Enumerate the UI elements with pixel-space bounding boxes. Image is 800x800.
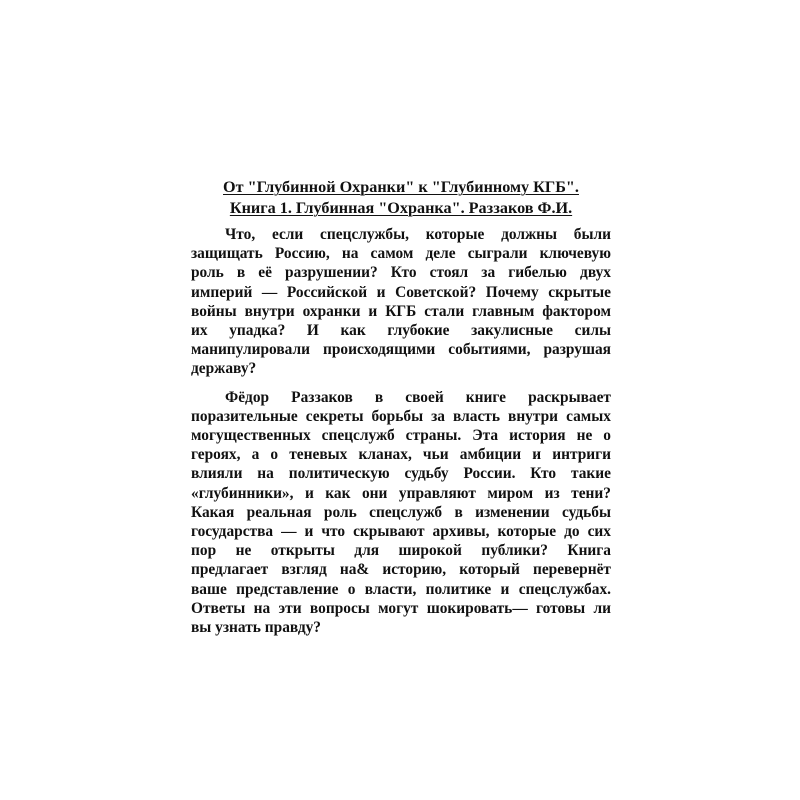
text-line: их упадка? И как глубокие закулисные силы bbox=[191, 322, 611, 340]
text-line: Фёдор Раззаков в своей книге раскрывает bbox=[225, 388, 611, 406]
text-line: роль в её разрушении? Кто стоял за гибелью двух bbox=[191, 264, 611, 282]
text-line: манипулировали происходящими событиями, разрушая bbox=[191, 341, 611, 359]
text-line: «глубинники», и как они управляют миром из тени? bbox=[191, 484, 611, 502]
title-line: От "Глубинной Охранки" к "Глубинному КГБ". bbox=[223, 178, 579, 196]
text-line: Что, если спецслужбы, которые должны были bbox=[225, 226, 611, 243]
text-line: Какая реальная роль спецслужб в изменении судьбы bbox=[191, 503, 611, 521]
text-line: влияли на политическую судьбу России. Кто такие bbox=[191, 465, 611, 483]
document-title bbox=[191, 177, 611, 219]
text-line: предлагает взгляд на& историю, который перевернёт bbox=[191, 561, 611, 579]
text-line: поразительные секреты борьбы за власть внутри самых bbox=[191, 407, 611, 425]
book-description bbox=[191, 177, 611, 646]
text-line: империй — Российской и Советской? Почему скрытые bbox=[191, 283, 611, 301]
text-line: государства — и что скрывают архивы, которые до сих bbox=[191, 523, 611, 541]
text-line: Ответы на эти вопросы могут шокировать— готовы ли bbox=[191, 599, 611, 617]
text-line: защищать Россию, на самом деле сыграли ключевую bbox=[191, 245, 611, 263]
text-line: державу? bbox=[191, 360, 257, 378]
text-line: героях, а о теневых кланах, чьи амбиции и интриги bbox=[191, 446, 611, 464]
text-line: могущественных спецслужб страны. Эта история не о bbox=[191, 427, 611, 445]
text-line: войны внутри охранки и КГБ стали главным фактором bbox=[191, 302, 611, 320]
text-line: пор не открыты для широкой публики? Книга bbox=[191, 542, 611, 560]
paragraph-intro bbox=[191, 225, 611, 379]
paragraph-body bbox=[191, 388, 611, 638]
title-line: Книга 1. Глубинная "Охранка". Раззаков Ф.И. bbox=[229, 199, 573, 217]
text-line: вы узнать правду? bbox=[191, 619, 321, 637]
text-line: ваше представление о власти, политике и спецслужбах. bbox=[191, 580, 611, 598]
